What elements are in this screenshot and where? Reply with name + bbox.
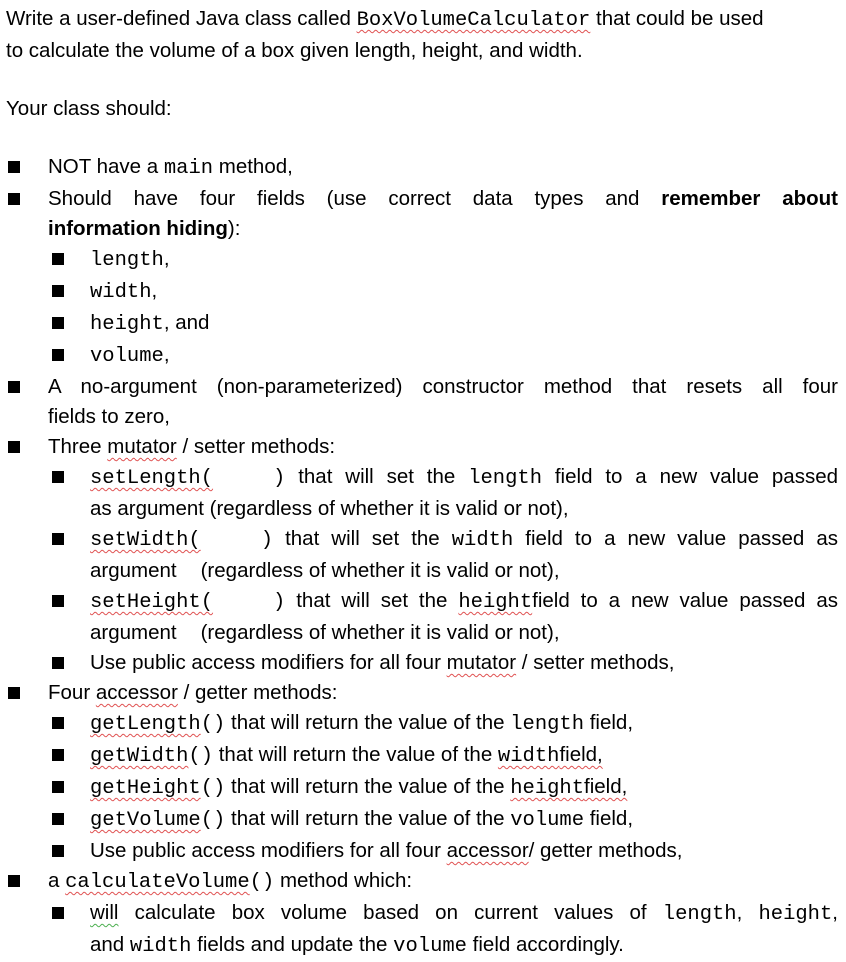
sub-item-get-width — [6, 740, 838, 772]
square-bullet-icon — [8, 687, 20, 699]
field-code: height — [758, 903, 833, 926]
sub-item-set-width-cont — [6, 556, 838, 586]
item-text: argument — [90, 559, 177, 582]
paren-code: () — [249, 871, 275, 894]
field-code: height — [90, 313, 164, 336]
sub-item-get-height — [6, 772, 838, 804]
square-bullet-icon — [52, 253, 64, 265]
sub-item-set-height — [6, 586, 838, 618]
field-code: length — [468, 467, 542, 490]
item-text: field, — [584, 711, 634, 734]
item-text: , and — [163, 311, 210, 334]
sub-item-height — [6, 308, 838, 340]
sub-item-width — [6, 276, 838, 308]
class-name-code: BoxVolumeCalculator — [356, 9, 591, 32]
item-text: that will return the value of the — [225, 711, 511, 734]
item-text: as argument (regardless of whether it is valid or not), — [90, 497, 569, 520]
sub-item-calculate-cont — [6, 930, 838, 962]
paren-code: () — [188, 745, 214, 768]
accessor-word: accessor — [95, 681, 178, 704]
bold-text: remember about — [661, 187, 838, 210]
square-bullet-icon — [52, 317, 64, 329]
item-text: that will set the — [285, 465, 469, 488]
field-code: height — [458, 591, 533, 614]
item-text: field to a new value passed as — [513, 527, 838, 550]
list-item-constructor-cont — [6, 402, 838, 432]
field-code: width — [129, 935, 192, 958]
your-class-should: Your class should: — [6, 97, 172, 120]
field-code: volume — [393, 935, 467, 958]
item-text: / setter methods: — [176, 435, 336, 458]
method-code: getWidth — [90, 745, 189, 768]
item-text: , — [832, 901, 838, 924]
item-text: field to a new value passed as — [532, 589, 839, 612]
square-bullet-icon — [8, 161, 20, 173]
list-item-fields — [6, 184, 838, 214]
paren-code: () — [200, 809, 226, 832]
list-item-no-main — [6, 152, 838, 184]
spacer — [6, 124, 838, 152]
item-text: A no-argument (non-parameterized) constructor method that resets all four — [48, 375, 838, 398]
field-code: length — [662, 903, 737, 926]
paren-code: () — [200, 777, 226, 800]
square-bullet-icon — [52, 471, 64, 483]
item-text: field, — [584, 775, 628, 798]
item-text: , — [736, 901, 759, 924]
item-text: that will set the — [285, 589, 459, 612]
sub-item-set-length — [6, 462, 838, 494]
item-text: Should have four fields (use correct data types and — [48, 187, 662, 210]
sub-item-volume — [6, 340, 838, 372]
item-text: Three — [48, 435, 108, 458]
item-text: (regardless of whether it is valid or not), — [200, 559, 560, 582]
sub-item-set-height-cont — [6, 618, 838, 648]
square-bullet-icon — [52, 533, 64, 545]
accessor-word: accessor — [446, 839, 529, 862]
sub-item-set-length-cont — [6, 494, 838, 524]
square-bullet-icon — [8, 193, 20, 205]
item-text: a — [48, 869, 66, 892]
field-code: width — [497, 745, 560, 768]
field-code: volume — [510, 809, 585, 832]
item-text: field, — [559, 743, 603, 766]
item-text: fields and update the — [191, 933, 394, 956]
paren-code: ) — [273, 591, 286, 614]
spacer — [6, 66, 838, 94]
item-text: fields to zero, — [48, 405, 170, 428]
item-text: field to a new value passed — [542, 465, 839, 488]
list-item-calculate — [6, 866, 838, 898]
item-text: that will return the value of the — [213, 743, 498, 766]
item-text: that will return the value of the — [225, 775, 511, 798]
item-text: , — [163, 247, 170, 270]
square-bullet-icon — [52, 285, 64, 297]
bold-text: information hiding — [48, 217, 228, 240]
square-bullet-icon — [52, 813, 64, 825]
field-code: width — [90, 281, 152, 304]
item-text: / getter methods: — [177, 681, 338, 704]
item-text: , — [163, 343, 170, 366]
item-text: that will return the value of the — [225, 807, 511, 830]
item-text: Use public access modifiers for all four — [90, 651, 447, 674]
intro-line-1 — [6, 4, 838, 36]
sub-item-get-volume — [6, 804, 838, 836]
list-item-fields-cont — [6, 214, 838, 244]
sub-item-get-length — [6, 708, 838, 740]
sub-item-accessor-public — [6, 836, 838, 866]
list-item-constructor — [6, 372, 838, 402]
item-text: , — [151, 279, 158, 302]
method-code: setWidth( — [90, 529, 201, 552]
requirements-list — [6, 152, 838, 962]
item-text: ): — [227, 217, 241, 240]
list-item-accessors — [6, 678, 838, 708]
field-code: length — [90, 249, 164, 272]
main-code: main — [163, 157, 214, 180]
square-bullet-icon — [52, 907, 64, 919]
list-item-mutators — [6, 432, 838, 462]
method-code: setHeight( — [90, 591, 214, 614]
item-text: Use public access modifiers for all four — [90, 839, 447, 862]
item-text: that will set the — [273, 527, 452, 550]
square-bullet-icon — [52, 595, 64, 607]
intro-text-tail: that could be used — [590, 7, 764, 30]
field-code: volume — [90, 345, 164, 368]
sub-item-mutator-public — [6, 648, 838, 678]
item-text: and — [90, 933, 130, 956]
square-bullet-icon — [8, 441, 20, 453]
item-text: method, — [213, 155, 293, 178]
paren-code: ) — [260, 529, 274, 552]
item-text: Four — [48, 681, 96, 704]
square-bullet-icon — [52, 845, 64, 857]
item-text: NOT have a — [48, 155, 164, 178]
item-text: / getter methods, — [528, 839, 683, 862]
intro-text: Write a user-defined Java class called — [6, 7, 357, 30]
square-bullet-icon — [52, 349, 64, 361]
square-bullet-icon — [8, 875, 20, 887]
item-text: calculate box volume based on current values of — [118, 901, 663, 924]
square-bullet-icon — [52, 781, 64, 793]
field-code: width — [451, 529, 514, 552]
square-bullet-icon — [8, 381, 20, 393]
sub-item-set-width — [6, 524, 838, 556]
square-bullet-icon — [52, 749, 64, 761]
sub-item-calculate — [6, 898, 838, 930]
method-code: getLength — [90, 713, 201, 736]
method-code: setLength( — [90, 467, 214, 490]
field-code: length — [510, 713, 585, 736]
intro-line-2: to calculate the volume of a box given length, height, and width. — [6, 39, 583, 62]
square-bullet-icon — [52, 657, 64, 669]
square-bullet-icon — [52, 717, 64, 729]
item-text: field accordingly. — [466, 933, 624, 956]
item-text: argument — [90, 621, 177, 644]
item-text: method which: — [274, 869, 413, 892]
mutator-word: mutator — [446, 651, 517, 674]
paren-code: ) — [273, 467, 286, 490]
sub-item-length — [6, 244, 838, 276]
will-word: will — [90, 901, 119, 924]
paren-code: () — [200, 713, 226, 736]
mutator-word: mutator — [107, 435, 177, 458]
item-text: (regardless of whether it is valid or not), — [200, 621, 560, 644]
item-text: field, — [584, 807, 634, 830]
method-code: getVolume — [90, 809, 201, 832]
field-code: height — [510, 777, 585, 800]
method-code: getHeight — [90, 777, 201, 800]
method-code: calculateVolume — [65, 871, 250, 894]
item-text: / setter methods, — [516, 651, 675, 674]
